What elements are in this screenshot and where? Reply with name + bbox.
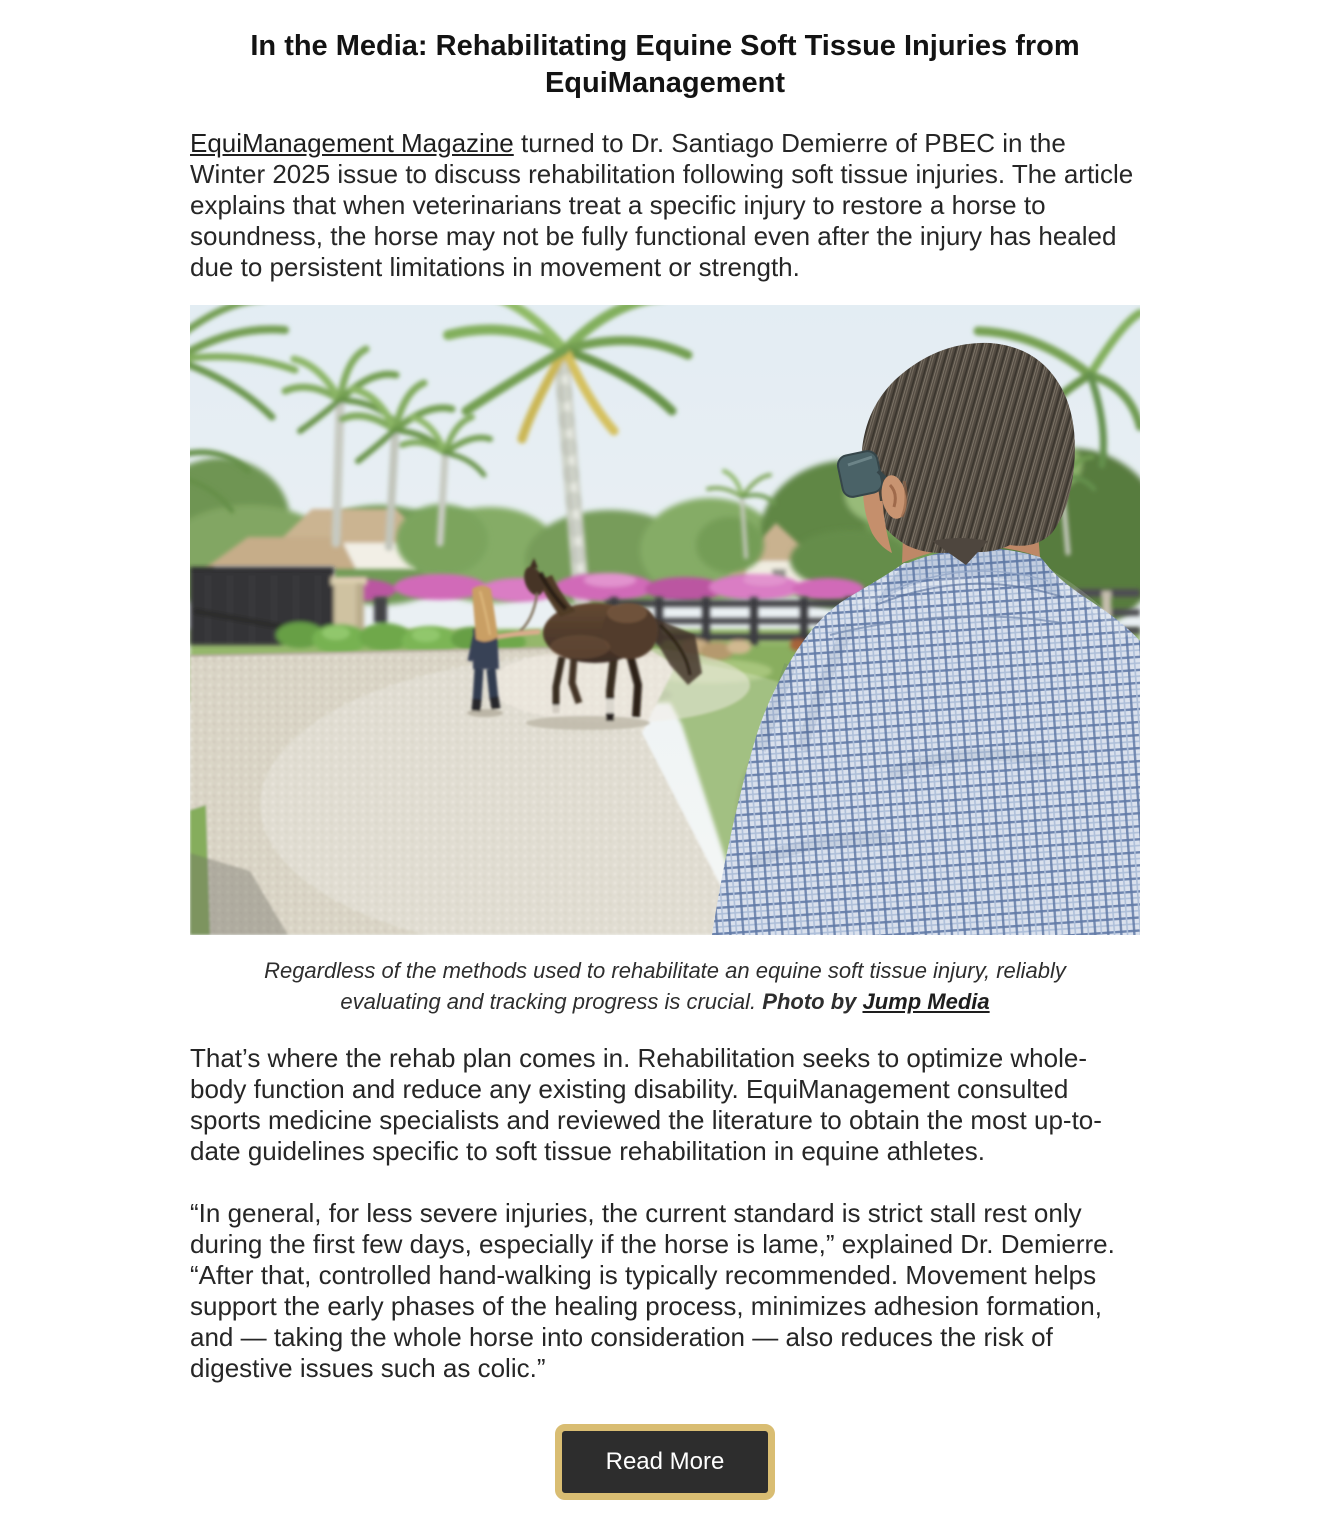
photo-caption <box>190 955 1140 1017</box>
button-row <box>190 1424 1140 1518</box>
quote-paragraph: “In general, for less severe injuries, the current standard is strict stall rest only during the first few days, especially if the horse is lame,” explained Dr. Demierre. “After that, controlled hand-walking is typically recommended. Movement helps support the early phases of the healing process, minimizes adhesion formation, and — taking the whole horse into consideration — also reduces the risk of digestive issues such as colic.” <box>190 1198 1115 1383</box>
newsletter-article <box>190 28 1140 1518</box>
intro-paragraph <box>190 128 1140 283</box>
jump-media-link[interactable]: Jump Media <box>862 989 990 1014</box>
photo-credit-prefix: Photo by <box>762 989 863 1014</box>
equimanagement-magazine-link[interactable]: EquiManagement Magazine <box>190 128 514 158</box>
article-photo <box>190 305 1140 935</box>
intro-paragraph-text: turned to Dr. Santiago Demierre of PBEC in the Winter 2025 issue to discuss rehabilitation following soft tissue injuries. The article explains that when veterinarians treat a specific injury to restore a horse to soundness, the horse may not be fully functional even after the injury has healed due to persistent limitations in movement or strength. <box>190 128 1134 282</box>
photo-caption-text: Regardless of the methods used to rehabilitate an equine soft tissue injury, reliably evaluating and tracking progress is crucial. <box>264 958 1066 1014</box>
read-more-button[interactable]: Read More <box>555 1424 776 1500</box>
page-title: In the Media: Rehabilitating Equine Soft Tissue Injuries from EquiManagement <box>250 30 1080 99</box>
rehab-plan-paragraph: That’s where the rehab plan comes in. Rehabilitation seeks to optimize whole-body function and reduce any existing disability. EquiManagement consulted sports medicine specialists and reviewed the literature to obtain the most up-to-date guidelines specific to soft tissue rehabilitation in equine athletes. <box>190 1043 1102 1166</box>
article-figure <box>190 305 1140 1017</box>
